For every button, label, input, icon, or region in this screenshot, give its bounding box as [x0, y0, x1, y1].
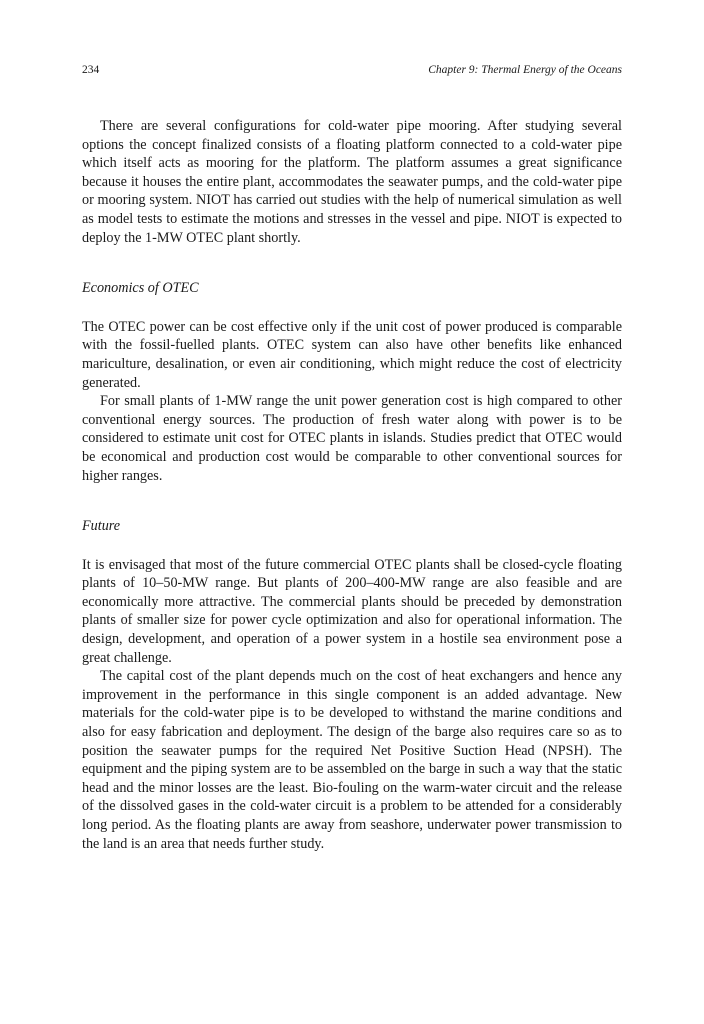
page-number: 234 — [82, 64, 100, 76]
future-paragraph-1: It is envisaged that most of the future commercial OTEC plants shall be closed-cycle floating plants of 10–50-MW range. But plants of 200–400-MW range are also feasible and are economically more attractive. The commercial plants should be preceded by demonstration plants of smaller size for power cycle optimization and also for operational information. The design, development, and operation of a power system in a hostile sea environment pose a great challenge. — [82, 556, 622, 666]
intro-paragraph: There are several configurations for cold-water pipe mooring. After studying several options the concept finalized consists of a floating platform connected to a cold-water pipe which itself acts as mooring for the platform. The platform assumes a great significance because it houses the entire plant, accommodates the seawater pumps, and the cold-water pipe or mooring system. NIOT has carried out studies with the help of numerical simulation as well as model tests to estimate the motions and stresses in the vessel and pipe. NIOT is expected to deploy the 1-MW OTEC plant shortly. — [82, 118, 622, 246]
section-heading-future: Future — [82, 518, 121, 535]
chapter-title: Chapter 9: Thermal Energy of the Oceans — [428, 64, 622, 76]
running-head — [82, 62, 622, 78]
book-page — [82, 62, 622, 853]
economics-paragraph-1: The OTEC power can be cost effective only if the unit cost of power produced is comparable with the fossil-fuelled plants. OTEC system can also have other benefits like enhanced mariculture, desalination, or even air conditioning, which might reduce the cost of electricity generated. — [82, 318, 622, 391]
future-paragraph-2: The capital cost of the plant depends much on the cost of heat exchangers and hence any improvement in the performance in this single component is an added advantage. New materials for the cold-water pipe is to be developed to withstand the marine conditions and also for easy fabrication and deployment. The design of the barge also requires care so as to position the seawater pumps for the required Net Positive Suction Head (NPSH). The equipment and the piping system are to be assembled on the barge in such a way that the static head and the minor losses are the least. Bio-fouling on the warm-water circuit and the release of the dissolved gases in the cold-water circuit is a problem to be attended for a considerably long period. As the floating plants are away from seashore, underwater power transmission to the land is an area that needs further study. — [82, 668, 622, 852]
economics-paragraph-2: For small plants of 1-MW range the unit power generation cost is high compared to other conventional energy sources. The production of fresh water along with power is to be considered to estimate unit cost for OTEC plants in islands. Studies predict that OTEC would be economical and production cost would be comparable to other conventional sources for higher ranges. — [82, 393, 622, 484]
section-heading-economics: Economics of OTEC — [82, 280, 199, 297]
